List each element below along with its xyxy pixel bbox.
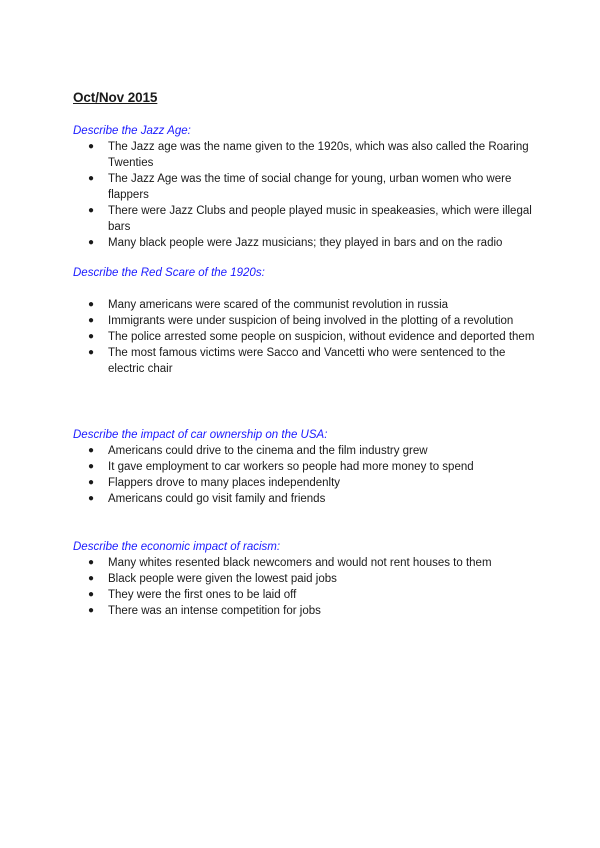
list-item-text: The Jazz age was the name given to the 1920s, which was also called the Roaring Twenties <box>108 141 529 169</box>
bullet-icon: ● <box>88 315 95 326</box>
list-item-text: Immigrants were under suspicion of being involved in the plotting of a revolution <box>108 315 514 327</box>
section-question: Describe the impact of car ownership on the USA: <box>73 429 328 441</box>
list-item-text: Many americans were scared of the communist revolution in russia <box>108 299 449 311</box>
list-item <box>73 297 543 313</box>
bullet-icon: ● <box>88 445 95 456</box>
list-item-text: The Jazz Age was the time of social change for young, urban women who were flappers <box>108 173 512 201</box>
list-item-text: Americans could drive to the cinema and the film industry grew <box>108 445 428 457</box>
list-item <box>73 475 543 491</box>
list-item <box>73 313 543 329</box>
bullet-icon: ● <box>88 573 95 584</box>
section-car-ownership <box>73 427 543 507</box>
bullet-icon: ● <box>88 347 95 358</box>
bullet-list <box>73 297 543 377</box>
list-item-text: Americans could go visit family and friends <box>108 493 326 505</box>
list-item <box>73 459 543 475</box>
bullet-icon: ● <box>88 589 95 600</box>
list-item <box>73 603 543 619</box>
list-item-text: Black people were given the lowest paid jobs <box>108 573 337 585</box>
list-item <box>73 491 543 507</box>
bullet-icon: ● <box>88 477 95 488</box>
list-item <box>73 555 543 571</box>
list-item <box>73 571 543 587</box>
bullet-icon: ● <box>88 331 95 342</box>
list-item <box>73 139 543 171</box>
bullet-icon: ● <box>88 237 95 248</box>
list-item-text: Many black people were Jazz musicians; they played in bars and on the radio <box>108 237 503 249</box>
list-item <box>73 329 543 345</box>
bullet-list <box>73 555 543 619</box>
bullet-icon: ● <box>88 173 95 184</box>
list-item <box>73 345 543 377</box>
list-item-text: They were the first ones to be laid off <box>108 589 297 601</box>
bullet-icon: ● <box>88 141 95 152</box>
list-item <box>73 587 543 603</box>
list-item <box>73 235 543 251</box>
page-title: Oct/Nov 2015 <box>73 90 158 105</box>
list-item <box>73 171 543 203</box>
list-item-text: Flappers drove to many places independenlty <box>108 477 341 489</box>
list-item-text: It gave employment to car workers so people had more money to spend <box>108 461 474 473</box>
bullet-list <box>73 443 543 507</box>
section-red-scare <box>73 265 543 377</box>
list-item-text: The police arrested some people on suspicion, without evidence and deported them <box>108 331 535 343</box>
list-item <box>73 443 543 459</box>
list-item <box>73 203 543 235</box>
bullet-icon: ● <box>88 605 95 616</box>
bullet-icon: ● <box>88 461 95 472</box>
section-question: Describe the economic impact of racism: <box>73 541 281 553</box>
bullet-icon: ● <box>88 205 95 216</box>
section-economic-racism <box>73 539 543 619</box>
section-jazz-age <box>73 123 543 251</box>
blank-line <box>73 281 543 297</box>
bullet-list <box>73 139 543 251</box>
bullet-icon: ● <box>88 557 95 568</box>
section-question: Describe the Jazz Age: <box>73 125 191 137</box>
list-item-text: There were Jazz Clubs and people played music in speakeasies, which were illegal bars <box>108 205 532 233</box>
list-item-text: Many whites resented black newcomers and would not rent houses to them <box>108 557 492 569</box>
list-item-text: There was an intense competition for jobs <box>108 605 321 617</box>
list-item-text: The most famous victims were Sacco and Vancetti who were sentenced to the electric chair <box>108 347 506 375</box>
section-question: Describe the Red Scare of the 1920s: <box>73 267 265 279</box>
bullet-icon: ● <box>88 299 95 310</box>
bullet-icon: ● <box>88 493 95 504</box>
